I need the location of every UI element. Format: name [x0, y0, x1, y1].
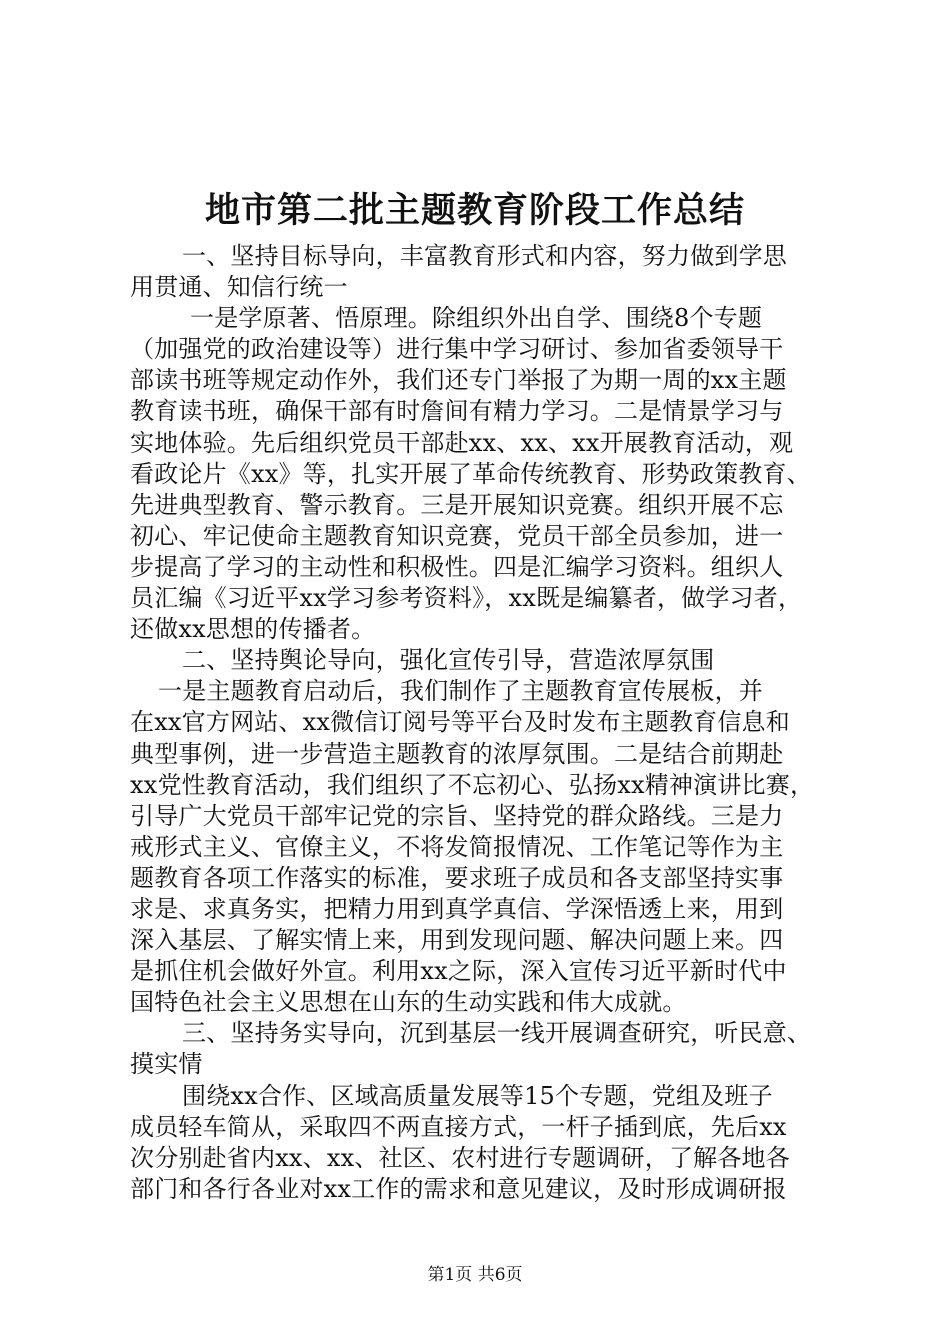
text-line: 还做xx思想的传播者。 [130, 615, 376, 644]
text-line: 摸实情 [130, 1050, 203, 1079]
page-footer: 第1页 共6页 [427, 1265, 523, 1285]
text-line: 教育读书班，确保干部有时詹间有精力学习。二是情景学习与 [130, 397, 784, 426]
text-line: 部门和各行各业对xx工作的需求和意见建议，及时形成调研报 [130, 1174, 787, 1203]
text-line: 在xx官方网站、xx微信订阅号等平台及时发布主题教育信息和 [130, 708, 790, 737]
text-line: （加强党的政治建设等）进行集中学习研讨、参加省委领导干 [130, 335, 784, 364]
text-line: 看政论片《xx》等，扎实开展了革命传统教育、形势政策教育、 [130, 459, 811, 488]
section-heading-1: 一、坚持目标导向，丰富教育形式和内容，努力做到学思 [182, 242, 787, 270]
document-title: 地市第二批主题教育阶段工作总结 [204, 190, 745, 231]
section-heading-2: 二、坚持舆论导向，强化宣传引导，营造浓厚氛围 [182, 646, 715, 675]
text-line: 用贯通、知信行统一 [130, 273, 348, 302]
text-line: 深入基层、了解实情上来，用到发现问题、解决问题上来。四 [130, 926, 784, 955]
text-line: 先进典型教育、警示教育。三是开展知识竞赛。组织开展不忘 [130, 490, 784, 519]
text-line: 一是学原著、悟原理。除组织外出自学、围绕8个专题 [190, 304, 763, 333]
document-body [130, 241, 830, 1205]
text-line: 次分别赴省内xx、xx、社区、农村进行专题调研，了解各地各 [130, 1143, 790, 1172]
text-line: 戒形式主义、官僚主义，不将发简报情况、工作笔记等作为主 [130, 832, 784, 861]
text-line: 一是主题教育启动后，我们制作了主题教育宣传展板，并 [158, 677, 763, 706]
text-line: 求是、求真务实，把精力用到真学真信、学深悟透上来，用到 [130, 894, 784, 923]
text-line: 初心、牢记使命主题教育知识竞赛，党员干部全员参加，进一 [130, 521, 784, 550]
text-line: 实地体验。先后组织党员干部赴xx、xx、xx开展教育活动，观 [130, 428, 794, 457]
text-line: 员汇编《习近平xx学习参考资料》，xx既是编纂者，做学习者， [130, 584, 803, 613]
text-line: 成员轻车简从，采取四不两直接方式，一杆子插到底，先后xx [130, 1112, 787, 1141]
text-line: 部读书班等规定动作外，我们还专门举报了为期一周的xx主题 [130, 366, 787, 395]
text-line: xx党性教育活动，我们组织了不忘初心、弘扬xx精神演讲比赛， [130, 770, 815, 799]
text-line: 典型事例，进一步营造主题教育的浓厚氛围。二是结合前期赴 [130, 739, 784, 768]
text-line: 题教育各项工作落实的标准，要求班子成员和各支部坚持实事 [130, 863, 784, 892]
text-line: 步提高了学习的主动性和积极性。四是汇编学习资料。组织人 [130, 552, 784, 581]
text-line: 是抓住机会做好外宣。利用xx之际，深入宣传习近平新时代中 [130, 957, 787, 986]
text-line: 国特色社会主义思想在山东的生动实践和伟大成就。 [130, 988, 687, 1017]
section-heading-3: 三、坚持务实导向，沉到基层一线开展调查研究，听民意、 [182, 1019, 812, 1048]
text-line: 引导广大党员干部牢记党的宗旨、坚持党的群众路线。三是力 [130, 801, 784, 830]
text-line: 围绕xx合作、区域高质量发展等15个专题，党组及班子 [182, 1081, 773, 1110]
